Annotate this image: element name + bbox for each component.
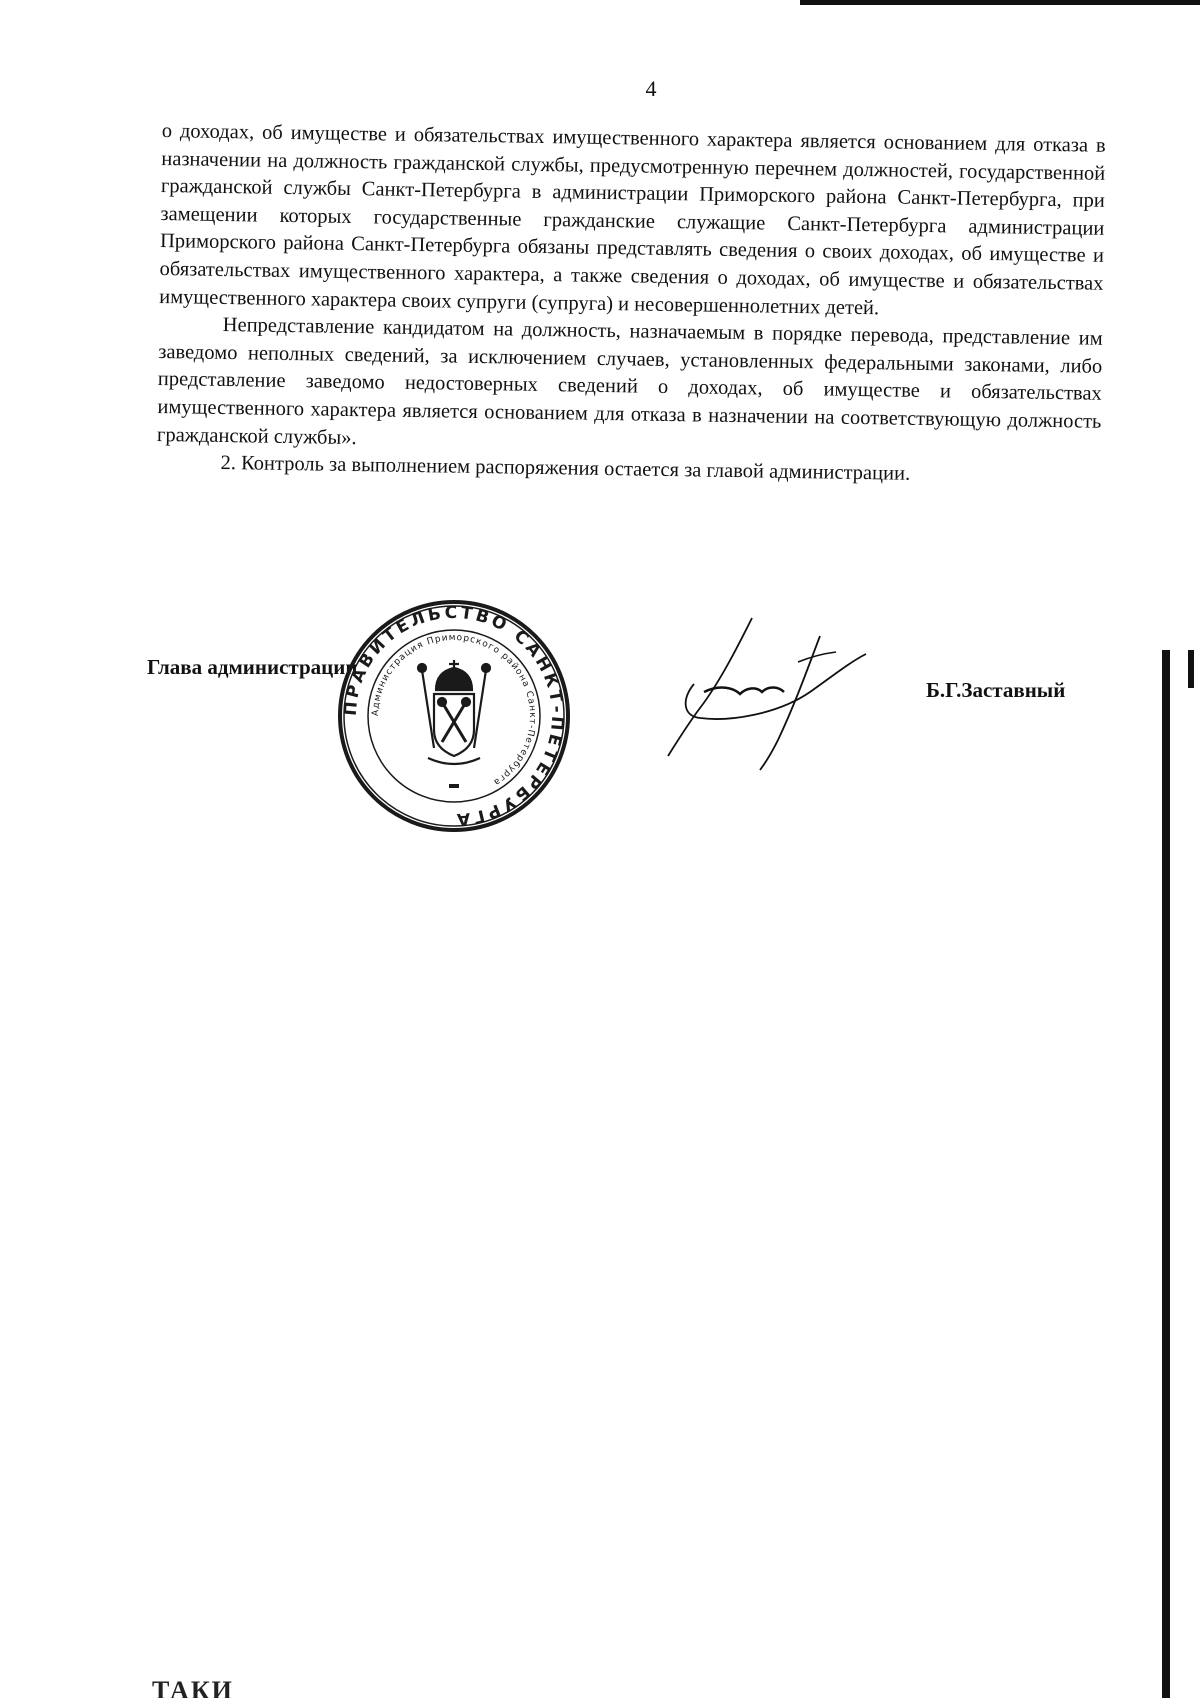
handwritten-signature [660,612,880,772]
coat-of-arms-icon [418,660,490,764]
seal-outer-text: ПРАВИТЕЛЬСТВО САНКТ-ПЕТЕРБУРГА [340,602,568,830]
paragraph-2: Непредставление кандидатом на должность, назначаемым в порядке перевода, представление им заведомо неполных сведений, за исключением случаев, установленных федеральными законами, либо представление заведомо недостоверных сведений о доходах, об имуществе и обязательствах имущественного характера является основанием для отказа в назначении на соответствующую должность гражданской службы». [156,314,1103,449]
paragraph-1: о доходах, об имуществе и обязательствах имущественного характера является основанием для отказа в назначении на должность гражданской службы, предусмотренную перечнем должностей, государственной гражданской службы Санкт-Петербурга в администрации Приморского района Санкт-Петербурга, при замещении которых государственные гражданские служащие Санкт-Петербурга администрации Приморского района Санкт-Петербурга обязаны представлять сведения о своих доходах, об имуществе и обязательствах имущественного характера, а также сведения о доходах, об имуществе и обязательствах имущественного характера своих супруги (супруга) и несовершеннолетних детей. [159,119,1106,319]
page-number: 4 [645,76,657,101]
signatory-name: Б.Г.Заставный [926,678,1066,702]
footer-partial-text: ТАКИ [152,1676,234,1698]
scan-edge-right [1162,650,1170,1698]
paragraph-3: 2. Контроль за выполнением распоряжения остается за главой администрации. [220,452,911,485]
scan-edge-right-notch [1188,650,1194,688]
scan-edge-top [800,0,1200,5]
official-seal-stamp [336,598,572,834]
signatory-title: Глава администрации [147,655,358,679]
seal-inner-text: Администрация Приморского района Санкт-Петербурга [370,632,538,788]
document-body [156,118,1106,492]
